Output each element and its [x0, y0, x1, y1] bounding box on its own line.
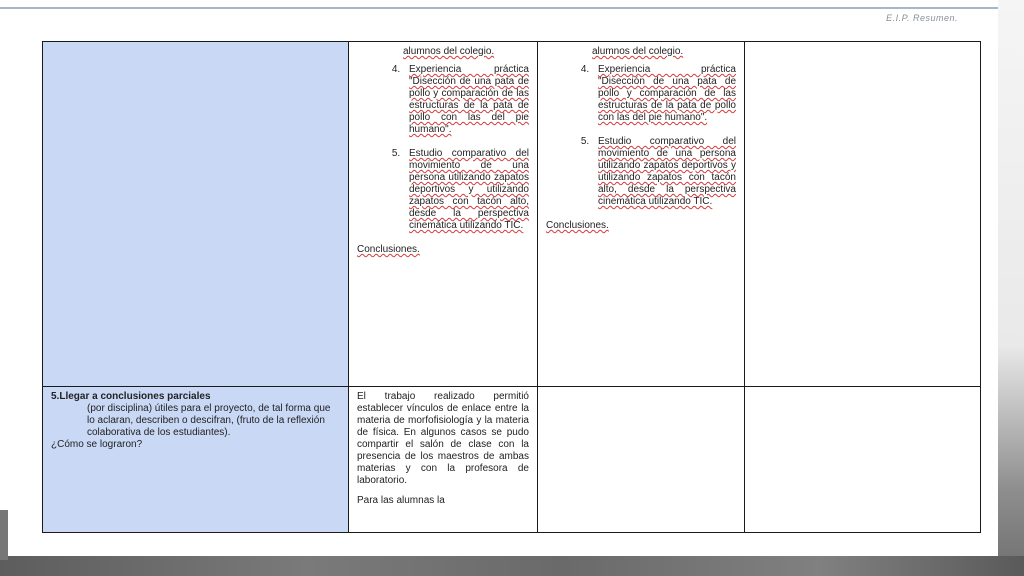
list-item: 5. Estudio comparativo del movimiento de una persona utilizando zapatos deportivos y utilizando zapatos con tacón alto, desde la perspectiva cinemática utilizando TIC.: [403, 148, 529, 232]
stone-texture-right: [998, 0, 1024, 576]
activity-list: [546, 64, 736, 208]
list-item: 5. Estudio comparativo del movimiento de una persona utilizando zapatos deportivos y utilizando zapatos con tacón alto, desde la perspectiva cinemática utilizando TIC.: [592, 136, 736, 208]
stage-cell: [43, 42, 349, 387]
item-continuation: alumnos del colegio.: [403, 46, 495, 57]
stage-description-cell: [43, 387, 349, 533]
conclusions-cell: [349, 387, 538, 533]
stone-texture-left: [0, 510, 8, 560]
empty-cell: [745, 42, 981, 387]
activities-cell-2: [538, 42, 745, 387]
item-continuation: alumnos del colegio.: [592, 46, 684, 57]
paragraph-spacer: [357, 487, 529, 495]
activities-cell-1: [349, 42, 538, 387]
empty-cell: [745, 387, 981, 533]
stage-title: 5.Llegar a conclusiones parciales: [51, 391, 211, 403]
activity-list: [357, 64, 529, 232]
empty-cell: [538, 387, 745, 533]
document-header: E.I.P. Resumen.: [886, 13, 958, 23]
conclusion-paragraph: El trabajo realizado permitió establecer vínculos de enlace entre la materia de morfofisiología y la materia de física. En algunos casos se pudo compartir el salón de clase con la presencia de los maestros de ambas materias y con la profesora de laboratorio.: [357, 391, 529, 487]
table-row: [43, 387, 981, 533]
stage-body: (por disciplina) útiles para el proyecto, de tal forma que lo aclaran, describen o descifran, (fruto de la reflexión colaborativa de los estudiantes).: [87, 403, 331, 439]
table-row: [43, 42, 981, 387]
conclusion-paragraph-2: Para las alumnas la: [357, 495, 445, 507]
list-item: 4. Experiencia práctica "Disección de una pata de pollo y comparación de las estructuras de la pata de pollo con las del pie humano".: [592, 64, 736, 124]
project-table: [42, 41, 981, 533]
stage-question: ¿Cómo se lograron?: [51, 439, 143, 451]
stone-texture-bottom: [0, 556, 1024, 576]
header-rule: [0, 7, 998, 9]
conclusions-label: Conclusiones.: [357, 244, 420, 255]
conclusions-label: Conclusiones.: [546, 220, 609, 231]
list-item: 4. Experiencia práctica "Disección de una pata de pollo y comparación de las estructuras de la pata de pollo con las del pie humano".: [403, 64, 529, 136]
